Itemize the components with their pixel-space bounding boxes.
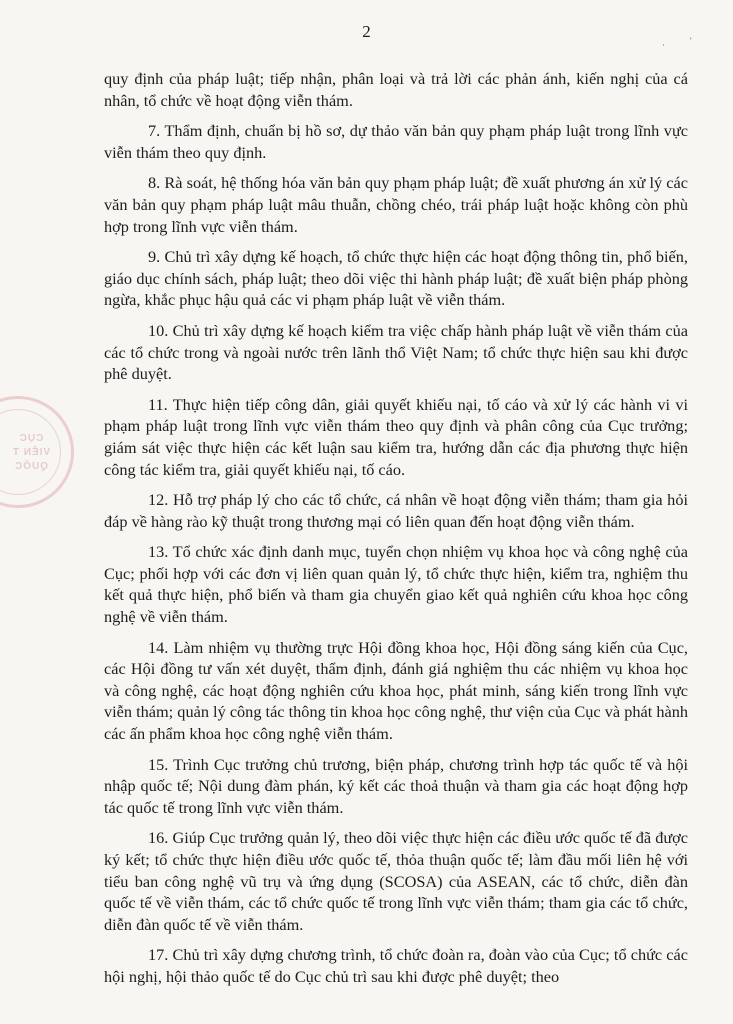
seal-text-line: VIỄN T: [11, 447, 51, 458]
paragraph-item-7: 7. Thẩm định, chuẩn bị hồ sơ, dự thảo văn bản quy phạm pháp luật trong lĩnh vực viễn thám theo quy định.: [104, 121, 688, 162]
seal-text-line: CỤC: [18, 433, 44, 444]
paragraph-item-8: 8. Rà soát, hệ thống hóa văn bản quy phạm pháp luật; đề xuất phương án xử lý các văn bản quy phạm pháp luật mâu thuẫn, chồng chéo, trái pháp luật hoặc không còn phù hợp trong lĩnh vực viễn thám.: [104, 173, 688, 236]
seal-text-line: QUỐC: [14, 461, 48, 472]
paragraph-item-15: 15. Trình Cục trưởng chủ trương, biện pháp, chương trình hợp tác quốc tế và hội nhập quốc tế; Nội dung đàm phán, ký kết các thoả thuận và tham gia các hoạt động hợp tác quốc tế trong lĩnh vực viễn thám.: [104, 754, 688, 817]
paragraph-item-13: 13. Tổ chức xác định danh mục, tuyển chọn nhiệm vụ khoa học và công nghệ của Cục; phối hợp với các đơn vị liên quan quản lý, tổ chức thực hiện, kiểm tra, nghiệm thu kết quả thực hiện, phổ biến và tham gia chuyển giao kết quả nghiên cứu khoa học công nghệ về viễn thám.: [104, 542, 688, 627]
paragraph-item-14: 14. Làm nhiệm vụ thường trực Hội đồng khoa học, Hội đồng sáng kiến của Cục, các Hội đồng tư vấn xét duyệt, thẩm định, đánh giá nghiệm thu các nhiệm vụ khoa học và công nghệ, các hoạt động nghiên cứu khoa học, phát minh, sáng kiến trong lĩnh vực viễn thám; quản lý công tác thông tin khoa học công nghệ, thư viện của Cục và phát hành các ấn phẩm khoa học công nghệ viễn thám.: [104, 637, 688, 744]
paragraph-item-16: 16. Giúp Cục trưởng quản lý, theo dõi việc thực hiện các điều ước quốc tế đã được ký kết; tổ chức thực hiện điều ước quốc tế, thỏa thuận quốc tế; làm đầu mối liên hệ với tiểu ban công nghệ vũ trụ và ứng dụng (SCOSA) của ASEAN, các tổ chức, diễn đàn quốc tế về viễn thám, các tổ chức quốc tế trong lĩnh vực viễn thám; tham gia các tổ chức, diễn đàn quốc tế về viễn thám.: [104, 828, 688, 934]
paragraph-item-11: 11. Thực hiện tiếp công dân, giải quyết khiếu nại, tố cáo và xử lý các hành vi vi phạm pháp luật trong lĩnh vực viễn thám theo quy định và phân công của Cục trưởng; giám sát việc thực hiện các kết luận sau kiểm tra, hướng dẫn các địa phương thực hiện công tác kiểm tra, giải quyết khiếu nại, tố cáo.: [104, 394, 688, 479]
red-seal-stamp: [0, 396, 74, 508]
paragraph-item-17: 17. Chủ trì xây dựng chương trình, tổ chức đoàn ra, đoàn vào của Cục; tổ chức các hội nghị, hội thảo quốc tế do Cục chủ trì sau khi được phê duyệt; theo: [104, 945, 688, 986]
paragraph-continuation: quy định của pháp luật; tiếp nhận, phân loại và trả lời các phản ánh, kiến nghị của cá nhân, tổ chức về hoạt động viễn thám.: [104, 69, 688, 110]
paragraph-item-10: 10. Chủ trì xây dựng kế hoạch kiểm tra việc chấp hành pháp luật về viễn thám của các tổ chức trong và ngoài nước trên lãnh thổ Việt Nam; tổ chức thực hiện sau khi được phê duyệt.: [104, 320, 688, 384]
paragraph-item-9: 9. Chủ trì xây dựng kế hoạch, tổ chức thực hiện các hoạt động thông tin, phổ biến, giáo dục chính sách, pháp luật; theo dõi việc thi hành pháp luật; đề xuất biện pháp phòng ngừa, khắc phục hậu quả các vi phạm pháp luật về viễn thám.: [104, 247, 688, 310]
page-number: 2: [362, 22, 371, 41]
paragraph-item-12: 12. Hỗ trợ pháp lý cho các tổ chức, cá nhân về hoạt động viễn thám; tham gia hỏi đáp về hàng rào kỹ thuật trong thương mại có liên quan đến hoạt động viễn thám.: [104, 490, 688, 531]
scan-speck: ·: [662, 40, 665, 50]
scan-speck: ': [690, 36, 692, 46]
document-body: [104, 68, 688, 997]
